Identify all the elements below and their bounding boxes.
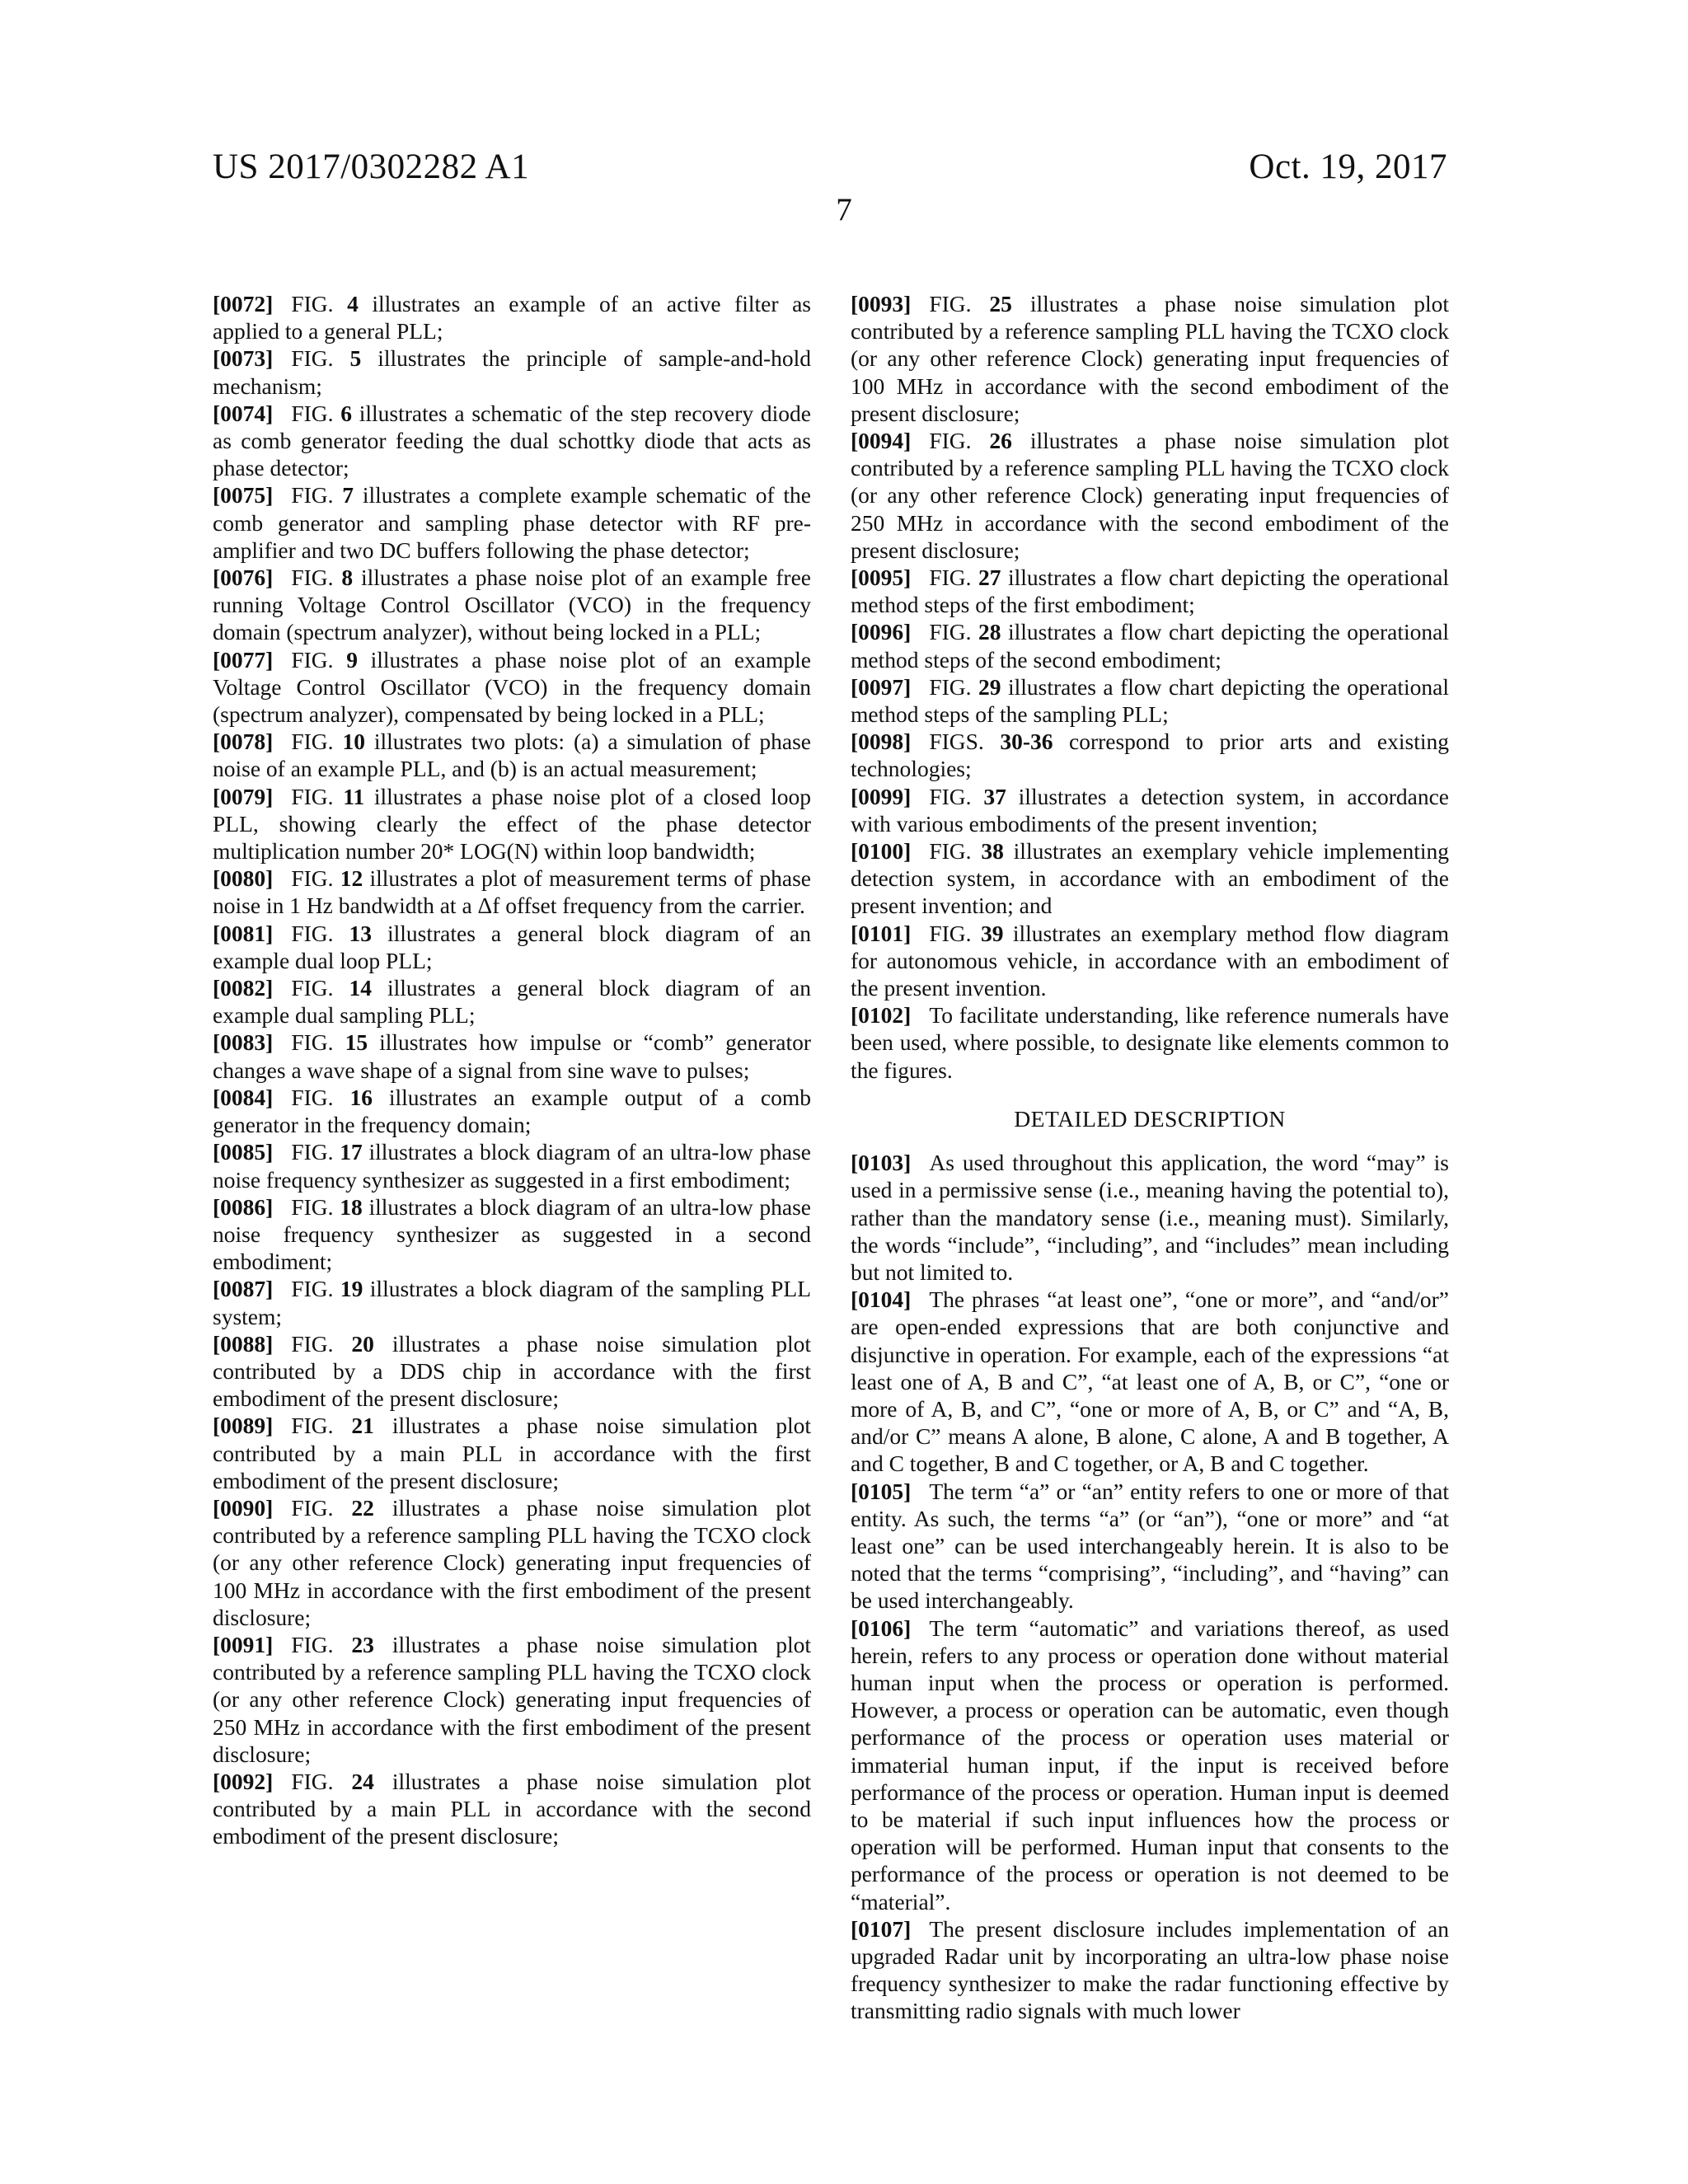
paragraph-text: FIG. 22 illustrates a phase noise simulation plot contributed by a reference sampling PLL having the TCXO clock (or any other reference Clock) generating input frequencies of 100 MHz in accordance with the first embodiment of the present disclosure; (213, 1494, 812, 1630)
paragraph-number: [0088] (213, 1330, 274, 1357)
paragraph-text: FIG. 20 illustrates a phase noise simulation plot contributed by a DDS chip in accordance with the first embodiment of the present disclosure; (213, 1330, 812, 1412)
paragraph-text: The term “automatic” and variations thereof, as used herein, refers to any process or operation done without material human input when the process or operation is performed. However, a process or operation can be automatic, even though performance of the process or operation uses material or immaterial human input, if the input is received before performance of the process or operation. Human input is deemed to be material if such input influences how the process or operation will be performed. Human input that consents to the performance of the process or operation is not deemed to be “material”. (851, 1615, 1449, 1915)
paragraph-text: FIG. 17 illustrates a block diagram of an ultra-low phase noise frequency synthesizer as suggested in a first embodiment; (213, 1139, 812, 1193)
paragraph-text: FIG. 16 illustrates an example output of a comb generator in the frequency domain; (213, 1084, 811, 1138)
paragraph-text: To facilitate understanding, like reference numerals have been used, where possible, to designate like elements common to the figures. (851, 1002, 1449, 1083)
left-text-column (213, 290, 811, 1850)
paragraph-number: [0096] (851, 619, 912, 645)
paragraph-text: FIG. 8 illustrates a phase noise plot of an example free running Voltage Control Oscillator (VCO) in the frequency domain (spectrum analyzer), without being locked in a PLL; (213, 565, 812, 645)
figure-number: 39 (980, 920, 1004, 946)
paragraph-text: FIG. 21 illustrates a phase noise simulation plot contributed by a main PLL in accordance with the first embodiment of the present disclosure; (213, 1413, 812, 1493)
paragraph-text: The term “a” or “an” entity refers to one or more of that entity. As such, the terms “a” (or “an”), “one or more” and “at least one” can be used interchangeably herein. It is also to be noted that the terms “comprising”, “including”, and “having” can be used interchangeably. (851, 1478, 1449, 1614)
paragraph-text: FIG. 18 illustrates a block diagram of an ultra-low phase noise frequency synthesizer as suggested in a second embodiment; (213, 1193, 812, 1275)
figure-number: 7 (342, 482, 354, 509)
paragraph-0076 (213, 564, 811, 646)
paragraph-0101 (851, 920, 1449, 1002)
paragraph-0104 (851, 1286, 1449, 1477)
paragraph-number: [0105] (851, 1478, 912, 1504)
paragraph-text: FIG. 24 illustrates a phase noise simulation plot contributed by a main PLL in accordance with the second embodiment of the present disclosure; (213, 1768, 812, 1849)
paragraph-0080 (213, 865, 811, 919)
paragraph-0102 (851, 1001, 1449, 1084)
paragraph-number: [0086] (213, 1193, 274, 1220)
paragraph-text: FIG. 26 illustrates a phase noise simulation plot contributed by a reference sampling PLL having the TCXO clock (or any other reference Clock) generating input frequencies of 250 MHz in accordance with the second embodiment of the present disclosure; (851, 428, 1450, 563)
paragraph-text: FIG. 14 illustrates a general block diagram of an example dual sampling PLL; (213, 975, 811, 1029)
paragraph-0083 (213, 1029, 811, 1083)
paragraph-0082 (213, 974, 811, 1029)
paragraph-0075 (213, 481, 811, 564)
paragraph-number: [0090] (213, 1494, 274, 1521)
figure-number: 10 (342, 729, 365, 755)
paragraph-0085 (213, 1138, 811, 1193)
paragraph-text: FIG. 38 illustrates an exemplary vehicle implementing detection system, in accordance with an embodiment of the present invention; and (851, 838, 1450, 919)
figure-number: 20 (351, 1330, 374, 1357)
paragraph-text: The present disclosure includes implementation of an upgraded Radar unit by incorporating an ultra-low phase noise frequency synthesizer to make the radar functioning effective by transmitting radio signals with much lower (851, 1915, 1449, 2024)
section-heading: DETAILED DESCRIPTION (1014, 1105, 1286, 1132)
paragraph-number: [0083] (213, 1029, 274, 1056)
paragraph-number: [0081] (213, 920, 274, 946)
figure-number: 17 (340, 1139, 363, 1165)
figure-number: 13 (349, 920, 372, 946)
paragraph-number: [0077] (213, 646, 274, 673)
paragraph-number: [0099] (851, 783, 912, 809)
figure-number: 16 (349, 1084, 373, 1110)
figure-number: 27 (978, 565, 1001, 591)
paragraph-0072 (213, 290, 811, 344)
right-column-figure-list (851, 290, 1449, 1084)
paragraph-number: [0102] (851, 1002, 912, 1029)
paragraph-text: FIG. 37 illustrates a detection system, in accordance with various embodiments of the present invention; (851, 783, 1450, 837)
paragraph-0097 (851, 673, 1449, 728)
paragraph-text: As used throughout this application, the word “may” is used in a permissive sense (i.e., meaning having the potential to), rather than the mandatory sense (i.e., meaning must). Similarly, the words “include”, “including”, and “includes” mean including but not limited to. (851, 1150, 1449, 1285)
paragraph-number: [0095] (851, 565, 912, 591)
paragraph-number: [0106] (851, 1615, 912, 1641)
paragraph-0074 (213, 400, 811, 482)
paragraph-number: [0087] (213, 1276, 274, 1302)
paragraph-0073 (213, 344, 811, 399)
paragraph-0089 (213, 1412, 811, 1494)
figure-number: 4 (347, 291, 359, 316)
figure-number: 15 (345, 1029, 368, 1056)
paragraph-text: FIG. 10 illustrates two plots: (a) a simulation of phase noise of an example PLL, and (b) is an actual measurement; (213, 729, 812, 782)
paragraph-text: FIG. 25 illustrates a phase noise simulation plot contributed by a reference sampling PLL having the TCXO clock (or any other reference Clock) generating input frequencies of 100 MHz in accordance with the second embodiment of the present disclosure; (851, 291, 1450, 426)
paragraph-0090 (213, 1494, 811, 1631)
figure-number: 21 (351, 1413, 374, 1439)
paragraph-number: [0075] (213, 482, 274, 509)
paragraph-text: FIG. 12 illustrates a plot of measurement terms of phase noise in 1 Hz bandwidth at a Δf offset frequency from the carrier. (213, 865, 811, 919)
paragraph-number: [0101] (851, 920, 912, 946)
paragraph-0105 (851, 1478, 1449, 1615)
paragraph-number: [0078] (213, 729, 274, 755)
paragraph-number: [0073] (213, 345, 274, 372)
paragraph-number: [0094] (851, 428, 912, 454)
figure-number: 29 (978, 673, 1001, 700)
figure-number: 24 (351, 1768, 374, 1794)
paragraph-text: The phrases “at least one”, “one or more”, and “and/or” are open-ended expressions that are both conjunctive and disjunctive in operation. For example, each of the expressions “at least one of A, B and C”, “at least one of A, B, or C”, “one or more of A, B, and C”, “one or more of A, B, or C” and “A, B, and/or C” means A alone, B alone, C alone, A and B together, A and C together, B and C together, or A, B and C together. (851, 1286, 1449, 1477)
paragraph-0087 (213, 1275, 811, 1329)
paragraph-text: FIG. 39 illustrates an exemplary method flow diagram for autonomous vehicle, in accordance with an embodiment of the present invention. (851, 920, 1449, 1001)
paragraph-text: FIG. 28 illustrates a flow chart depicting the operational method steps of the second embodiment; (851, 619, 1450, 673)
paragraph-text: FIG. 29 illustrates a flow chart depicting the operational method steps of the sampling PLL; (851, 673, 1450, 728)
figure-number: 30-36 (1000, 729, 1053, 755)
figure-number: 9 (346, 646, 358, 673)
paragraph-0100 (851, 837, 1449, 920)
paragraph-text: FIG. 15 illustrates how impulse or “comb” generator changes a wave shape of a signal from sine wave to pulses; (213, 1029, 812, 1083)
paragraph-0091 (213, 1631, 811, 1768)
figure-number: 28 (978, 619, 1001, 645)
paragraph-text: FIGS. 30-36 correspond to prior arts and existing technologies; (851, 729, 1449, 782)
figure-number: 8 (341, 565, 354, 591)
paragraph-number: [0107] (851, 1915, 912, 1942)
paragraph-0093 (851, 290, 1449, 427)
paragraph-0095 (851, 564, 1449, 618)
figure-number: 38 (981, 838, 1004, 865)
paragraph-number: [0100] (851, 838, 912, 865)
figure-number: 11 (343, 783, 365, 809)
paragraph-text: FIG. 5 illustrates the principle of sample-and-hold mechanism; (213, 345, 812, 399)
paragraph-number: [0072] (213, 291, 274, 316)
right-text-column (851, 290, 1449, 2025)
paragraph-text: FIG. 23 illustrates a phase noise simulation plot contributed by a reference sampling PLL having the TCXO clock (or any other reference Clock) generating input frequencies of 250 MHz in accordance with the first embodiment of the present disclosure; (213, 1631, 812, 1767)
paragraph-0086 (213, 1193, 811, 1276)
paragraph-number: [0092] (213, 1768, 274, 1794)
figure-number: 14 (349, 975, 372, 1001)
figure-number: 19 (340, 1276, 363, 1302)
publication-number: US 2017/0302282 A1 (213, 148, 530, 186)
publication-date: Oct. 19, 2017 (1249, 148, 1447, 186)
paragraph-0106 (851, 1615, 1449, 1915)
figure-number: 5 (349, 345, 362, 372)
figure-number: 6 (340, 400, 352, 426)
paragraph-0092 (213, 1768, 811, 1850)
figure-number: 22 (351, 1494, 374, 1521)
paragraph-0098 (851, 728, 1449, 782)
paragraph-number: [0104] (851, 1286, 912, 1313)
paragraph-text: FIG. 11 illustrates a phase noise plot of a closed loop PLL, showing clearly the effect of the phase detector multiplication number 20* LOG(N) within loop bandwidth; (213, 783, 811, 865)
right-column-detailed-description (851, 1149, 1449, 2025)
paragraph-0096 (851, 618, 1449, 673)
paragraph-text: FIG. 27 illustrates a flow chart depicting the operational method steps of the first embodiment; (851, 565, 1450, 618)
figure-number: 18 (340, 1193, 363, 1220)
paragraph-0084 (213, 1084, 811, 1138)
paragraph-text: FIG. 6 illustrates a schematic of the step recovery diode as comb generator feeding the dual schottky diode that acts as phase detector; (213, 400, 811, 481)
paragraph-0077 (213, 646, 811, 729)
paragraph-text: FIG. 9 illustrates a phase noise plot of an example Voltage Control Oscillator (VCO) in the frequency domain (spectrum analyzer), compensated by being locked in a PLL; (213, 646, 811, 728)
figure-number: 37 (983, 783, 1006, 809)
paragraph-number: [0093] (851, 291, 912, 316)
paragraph-number: [0103] (851, 1150, 912, 1176)
paragraph-text: FIG. 7 illustrates a complete example schematic of the comb generator and sampling phase detector with RF pre-amplifier and two DC buffers following the phase detector; (213, 482, 811, 563)
paragraph-0078 (213, 728, 811, 782)
paragraph-0107 (851, 1915, 1449, 2025)
paragraph-number: [0084] (213, 1084, 274, 1110)
figure-number: 25 (989, 291, 1012, 316)
paragraph-0099 (851, 783, 1449, 837)
figure-number: 12 (340, 865, 363, 892)
paragraph-0088 (213, 1330, 811, 1413)
paragraph-0081 (213, 920, 811, 974)
paragraph-number: [0076] (213, 565, 274, 591)
paragraph-number: [0098] (851, 729, 912, 755)
paragraph-0079 (213, 783, 811, 865)
paragraph-number: [0089] (213, 1413, 274, 1439)
paragraph-text: FIG. 13 illustrates a general block diagram of an example dual loop PLL; (213, 920, 811, 973)
paragraph-0103 (851, 1149, 1449, 1286)
page-number: 7 (836, 192, 852, 227)
paragraph-number: [0085] (213, 1139, 274, 1165)
paragraph-text: FIG. 4 illustrates an example of an active filter as applied to a general PLL; (213, 291, 811, 344)
figure-number: 23 (351, 1631, 374, 1657)
figure-number: 26 (989, 428, 1012, 454)
paragraph-number: [0074] (213, 400, 274, 426)
paragraph-number: [0091] (213, 1631, 274, 1657)
paragraph-text: FIG. 19 illustrates a block diagram of the sampling PLL system; (213, 1276, 811, 1329)
paragraph-number: [0097] (851, 673, 912, 700)
paragraph-0094 (851, 427, 1449, 564)
paragraph-number: [0082] (213, 975, 274, 1001)
paragraph-number: [0079] (213, 783, 274, 809)
paragraph-number: [0080] (213, 865, 274, 892)
